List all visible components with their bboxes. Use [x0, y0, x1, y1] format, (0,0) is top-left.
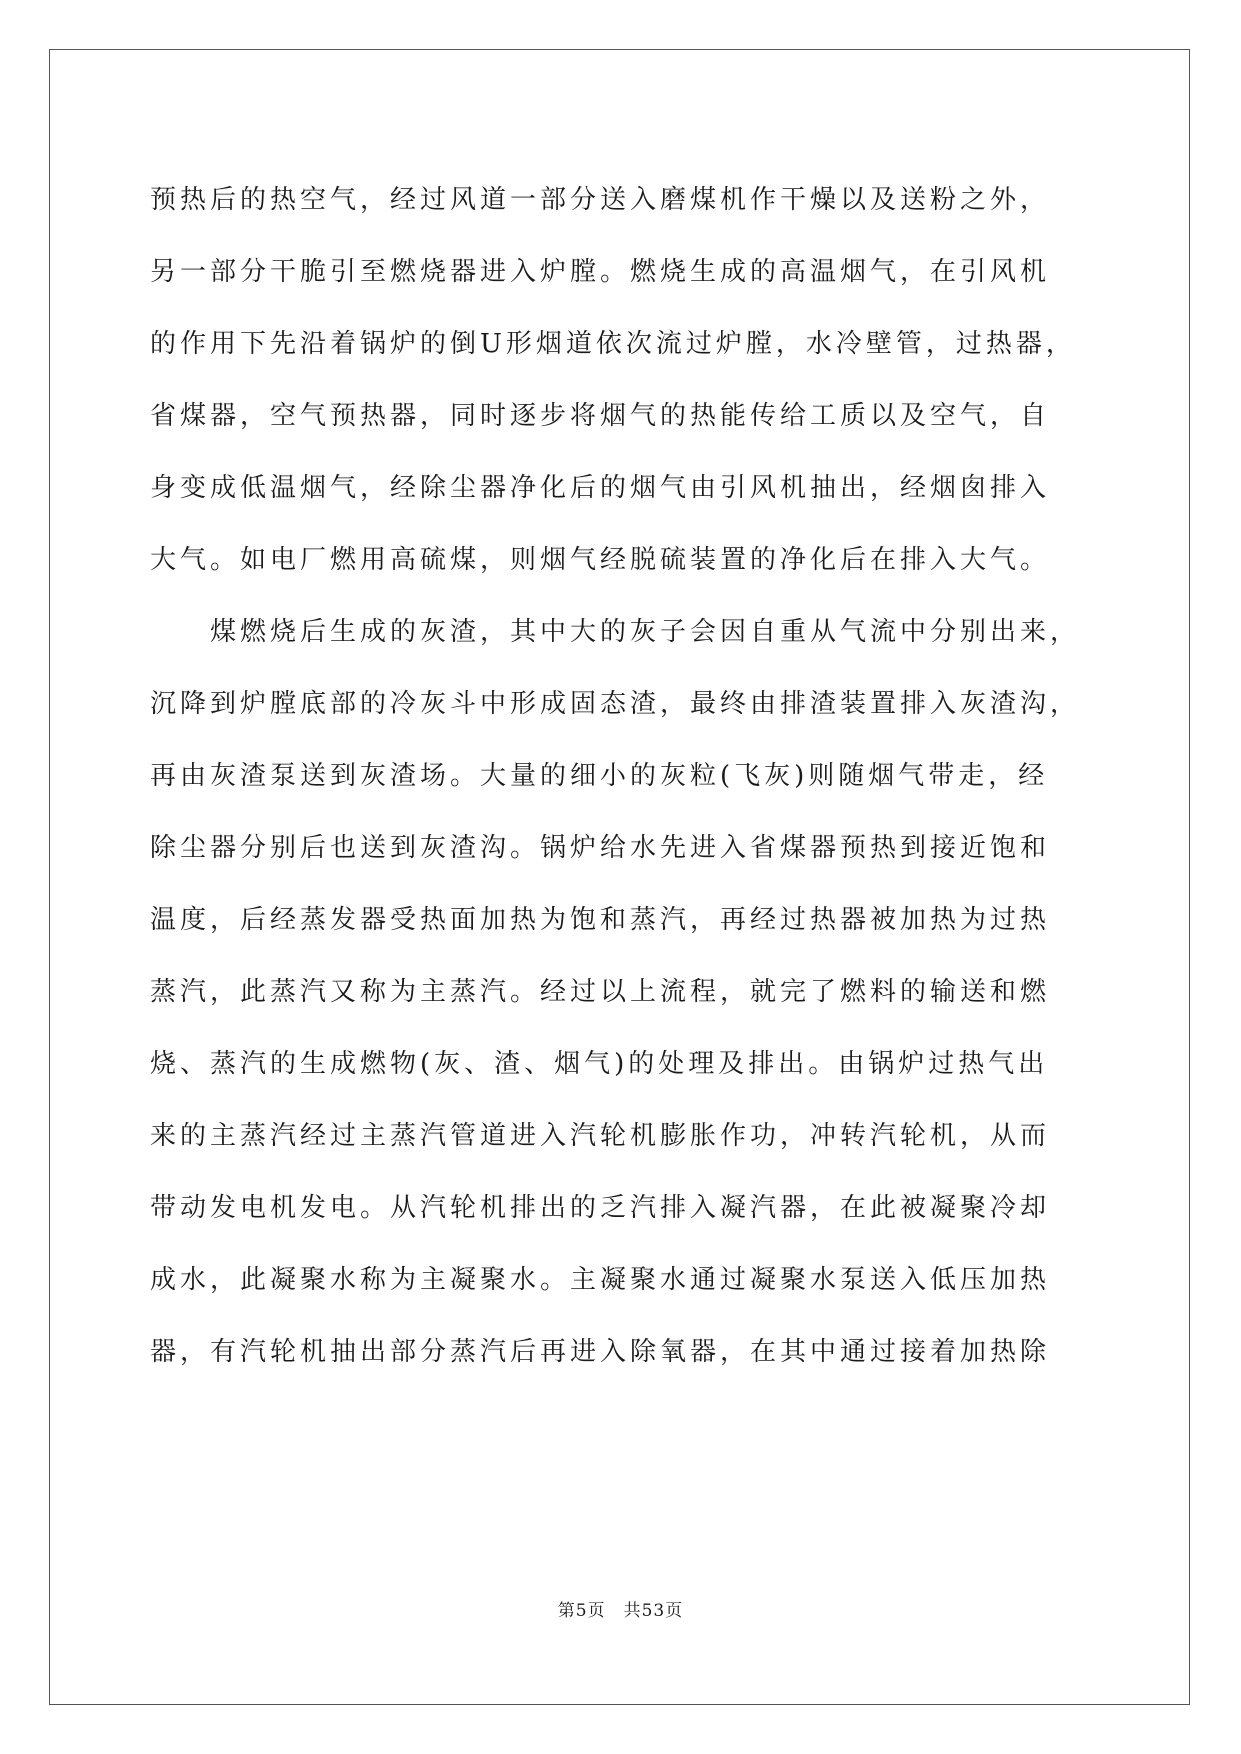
text-line: 预热后的热空气，经过风道一部分送入磨煤机作干燥以及送粉之外， [150, 185, 1051, 215]
page-number-footer: 第5页 共53页 [557, 1601, 684, 1621]
text-line: 蒸汽，此蒸汽又称为主蒸汽。经过以上流程，就完了燃料的输送和燃 [150, 977, 1051, 1007]
text-line: 的作用下先沿着锅炉的倒U形烟道依次流过炉膛，水冷壁管，过热器， [150, 329, 1076, 359]
text-line: 省煤器，空气预热器，同时逐步将烟气的热能传给工质以及空气，自 [150, 401, 1051, 431]
text-line: 成水，此凝聚水称为主凝聚水。主凝聚水通过凝聚水泵送入低压加热 [150, 1265, 1051, 1295]
text-line: 大气。如电厂燃用高硫煤，则烟气经脱硫装置的净化后在排入大气。 [150, 545, 1051, 575]
text-line: 身变成低温烟气，经除尘器净化后的烟气由引风机抽出，经烟囱排入 [150, 473, 1051, 503]
text-line: 除尘器分别后也送到灰渣沟。锅炉给水先进入省煤器预热到接近饱和 [150, 833, 1051, 863]
paragraph-start-line: 煤燃烧后生成的灰渣，其中大的灰子会因自重从气流中分别出来， [210, 617, 1081, 647]
text-line: 沉降到炉膛底部的冷灰斗中形成固态渣，最终由排渣装置排入灰渣沟， [150, 689, 1081, 719]
text-line: 器，有汽轮机抽出部分蒸汽后再进入除氧器，在其中通过接着加热除 [150, 1337, 1051, 1367]
text-line: 来的主蒸汽经过主蒸汽管道进入汽轮机膨胀作功，冲转汽轮机，从而 [150, 1121, 1051, 1151]
text-line: 烧、蒸汽的生成燃物(灰、渣、烟气)的处理及排出。由锅炉过热气出 [150, 1049, 1049, 1079]
page-border [49, 49, 1190, 1705]
text-line: 另一部分干脆引至燃烧器进入炉膛。燃烧生成的高温烟气，在引风机 [150, 257, 1051, 287]
text-line: 再由灰渣泵送到灰渣场。大量的细小的灰粒(飞灰)则随烟气带走，经 [150, 761, 1049, 791]
text-line: 带动发电机发电。从汽轮机排出的乏汽排入凝汽器，在此被凝聚冷却 [150, 1193, 1051, 1223]
text-line: 温度，后经蒸发器受热面加热为饱和蒸汽，再经过热器被加热为过热 [150, 905, 1051, 935]
